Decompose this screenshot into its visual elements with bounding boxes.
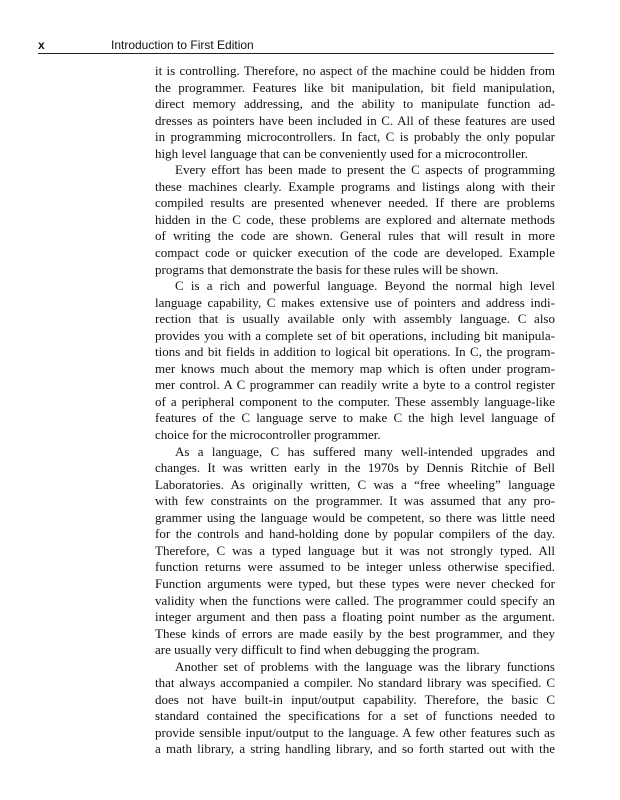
text-line: of writing the code are shown. General rules that will result in more [155, 228, 555, 244]
text-line: function returns were assumed to be integer unless otherwise specified. [155, 559, 555, 575]
text-line: direct memory addressing, and the ability to manipulate function ad- [155, 96, 555, 112]
text-line: with few constraints on the programmer. It was assumed that any pro- [155, 493, 555, 509]
text-line: that always accompanied a compiler. No standard library was specified. C [155, 675, 555, 691]
text-line: does not have built-in input/output capability. Therefore, the basic C [155, 691, 555, 707]
text-line: standard contained the specifications for a set of functions needed to [155, 708, 555, 724]
text-line: language capability, C makes extensive use of pointers and address indi- [155, 294, 555, 310]
text-line: Another set of problems with the language was the library functions [175, 658, 555, 674]
text-line: compiled results are presented whenever needed. If there are problems [155, 195, 555, 211]
text-line: rection that is usually available only with assembly language. C also [155, 311, 555, 327]
chapter-title: Introduction to First Edition [111, 38, 254, 52]
text-line: validity when the functions were called. The programmer could specify an [155, 592, 555, 608]
text-line: of a peripheral component to the computer. These assembly language-like [155, 393, 555, 409]
text-line: Therefore, C was a typed language but it was not strongly typed. All [155, 542, 555, 558]
text-line: hidden in the C code, these problems are explored and alternate methods [155, 211, 555, 227]
body-text [155, 63, 555, 758]
text-line: These kinds of errors are made easily by the best programmer, and they [155, 625, 555, 641]
header-rule [38, 53, 554, 54]
text-line: it is controlling. Therefore, no aspect of the machine could be hidden from [155, 63, 555, 78]
text-line: compact code or quicker execution of the code are developed. Example [155, 245, 555, 261]
text-line: provides you with a complete set of bit operations, including bit manipula- [155, 327, 555, 343]
page-number: x [38, 38, 45, 52]
text-line: these machines clearly. Example programs and listings along with their [155, 178, 555, 194]
running-head [38, 38, 554, 54]
text-line: programs that demonstrate the basis for these rules will be shown. [155, 261, 499, 277]
text-line: features of the C language serve to make C the high level language of [155, 410, 555, 426]
text-line: mer knows much about the memory map which is often under program- [155, 360, 555, 376]
text-line: the programmer. Features like bit manipulation, bit field manipulation, [155, 79, 555, 95]
text-line: Laboratories. As originally written, C was a “free wheeling” language [155, 476, 555, 492]
text-line: a math library, a string handling library, and so forth started out with the [155, 741, 555, 757]
text-line: provide sensible input/output to the language. A few other features such as [155, 724, 555, 740]
text-line: in programming microcontrollers. In fact, C is probably the only popular [155, 129, 555, 145]
text-line: are usually very difficult to find when debugging the program. [155, 642, 480, 658]
text-line: tions and bit fields in addition to logical bit operations. In C, the program- [155, 344, 555, 360]
text-line: choice for the microcontroller programmer. [155, 427, 381, 443]
text-line: integer argument and then pass a floating point number as the argument. [155, 609, 555, 625]
text-line: high level language that can be conveniently used for a microcontroller. [155, 145, 528, 161]
text-line: C is a rich and powerful language. Beyond the normal high level [175, 278, 555, 294]
text-line: Function arguments were typed, but these types were never checked for [155, 575, 555, 591]
text-line: mer control. A C programmer can readily write a byte to a control register [155, 377, 555, 393]
text-line: Every effort has been made to present the C aspects of programming [175, 162, 555, 178]
text-line: changes. It was written early in the 1970s by Dennis Ritchie of Bell [155, 460, 555, 476]
text-line: As a language, C has suffered many well-intended upgrades and [175, 443, 555, 459]
text-line: grammer using the language would be competent, so there was little need [155, 509, 555, 525]
text-line: dresses as pointers have been included in C. All of these features are used [155, 112, 555, 128]
text-line: for the controls and hand-holding done by popular compilers of the day. [155, 526, 555, 542]
